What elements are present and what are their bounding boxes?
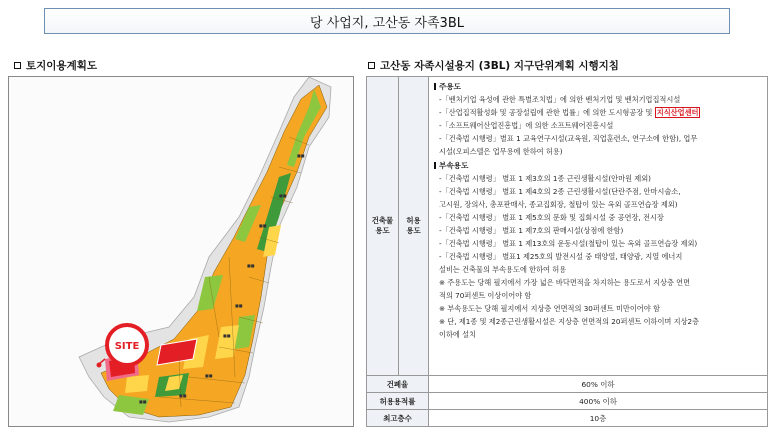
sub-use-item: -「건축법 시행령」 별표 1 제7호의 판매시설(상점에 한함)	[439, 226, 624, 235]
square-bullet-icon	[368, 62, 375, 69]
page-title: 당 사업지, 고산동 자족3BL	[44, 8, 730, 34]
note-item: ※ 주용도는 당해 필지에서 가장 넓은 바닥면적을 차지하는 용도로서 지상층 연면	[439, 278, 691, 287]
main-use-item	[434, 106, 763, 119]
permitted-use-label-line1: 허용	[406, 216, 421, 225]
building-use-label-line1: 건축물	[371, 216, 394, 225]
max-floors-row	[367, 410, 768, 427]
sub-use-item: -「건축법 시행령」 별표 1 제13호의 운동시설(철탑이 있는 옥외 골프연습장 제외)	[439, 239, 698, 248]
land-use-map-graphic	[9, 77, 354, 427]
guideline-table	[366, 76, 768, 427]
sub-use-item: -「건축법 시행령」 별표1 제25호의 발전시설 중 태양열, 태양광, 지열 에너지	[439, 252, 683, 261]
floor-area-ratio-value: 400% 이하	[429, 393, 768, 410]
svg-text:■■: ■■	[205, 373, 213, 378]
permitted-use-content	[429, 77, 768, 376]
land-use-map	[8, 76, 354, 427]
floor-area-ratio-label: 허용용적률	[367, 393, 429, 410]
main-use-item: -「벤처기업 육성에 관한 특별조치법」에 의한 벤처기업 및 벤처기업집적시설	[439, 95, 681, 104]
sub-use-heading: 부속용도	[434, 159, 763, 172]
max-floors-value: 10층	[429, 410, 768, 427]
svg-text:■■: ■■	[235, 303, 243, 308]
permitted-use-label-line2: 용도	[406, 226, 421, 235]
sub-use-item: 고시원, 장의사, 총포판매사, 종교집회장, 철탑이 있는 옥외 골프연습장 제외)	[439, 200, 678, 209]
svg-text:■■: ■■	[297, 153, 305, 158]
main-use-heading: 주용도	[434, 80, 763, 93]
sub-use-item: -「건축법 시행령」 별표 1 제3호의 1종 근린생활시설(안마원 제외)	[439, 174, 651, 183]
square-bullet-icon	[14, 62, 21, 69]
note-item: ※ 부속용도는 당해 필지에서 지상층 연면적의 30퍼센트 미만이어야 함	[439, 304, 660, 313]
svg-text:■■: ■■	[223, 333, 231, 338]
main-use-item-text: -「산업집적활성화 및 공장설립에 관한 법률」에 의한 도시형공장 및	[439, 108, 653, 117]
building-use-label-line2: 용도	[375, 226, 390, 235]
building-use-row	[367, 77, 768, 376]
site-marker-label: SITE	[114, 341, 140, 352]
main-use-item: 시설(오피스텔은 업무용에 한하여 허용)	[439, 147, 563, 156]
svg-text:■■: ■■	[139, 399, 147, 404]
main-use-item: -「소프트웨어산업진흥법」에 의한 소프트웨어진흥시설	[439, 121, 614, 130]
land-use-plan-heading-text: 토지이용계획도	[26, 60, 98, 72]
permitted-use-label	[399, 77, 429, 376]
land-use-plan-heading	[14, 58, 97, 73]
floor-area-ratio-row	[367, 393, 768, 410]
knowledge-industry-center-highlight: 지식산업센터	[656, 108, 699, 117]
main-use-item: -「건축법 시행령」별표 1 교육연구시설(교육원, 직업훈련소, 연구소에 한함), 업무	[439, 134, 698, 143]
sub-use-item: -「건축법 시행령」 별표 1 제4호의 2종 근린생활시설(단란주점, 안마시술소,	[439, 187, 681, 196]
max-floors-label: 최고층수	[367, 410, 429, 427]
svg-text:■■: ■■	[279, 193, 287, 198]
building-use-label	[367, 77, 399, 376]
svg-text:■■: ■■	[247, 263, 255, 268]
svg-text:■■: ■■	[179, 393, 187, 398]
note-item: 이하에 설치	[439, 330, 477, 339]
sub-use-item: -「건축법 시행령」 별표 1 제5호의 문화 및 집회시설 중 공연장, 전시장	[439, 213, 664, 222]
note-item: ※ 단, 제1종 및 제2종근린생활시설은 지상층 연면적의 20퍼센트 이하이며 지상2층	[439, 317, 700, 326]
guideline-heading-text: 고산동 자족시설용지 (3BL) 지구단위계획 시행지침	[380, 60, 619, 72]
svg-text:■■: ■■	[259, 223, 267, 228]
coverage-ratio-label: 건폐율	[367, 376, 429, 393]
coverage-ratio-row	[367, 376, 768, 393]
note-item: 적의 70퍼센트 이상이어야 함	[439, 291, 532, 300]
sub-use-item: 설비는 건축물의 부속용도에 한하여 허용	[439, 265, 567, 274]
guideline-heading	[368, 58, 619, 73]
coverage-ratio-value: 60% 이하	[429, 376, 768, 393]
